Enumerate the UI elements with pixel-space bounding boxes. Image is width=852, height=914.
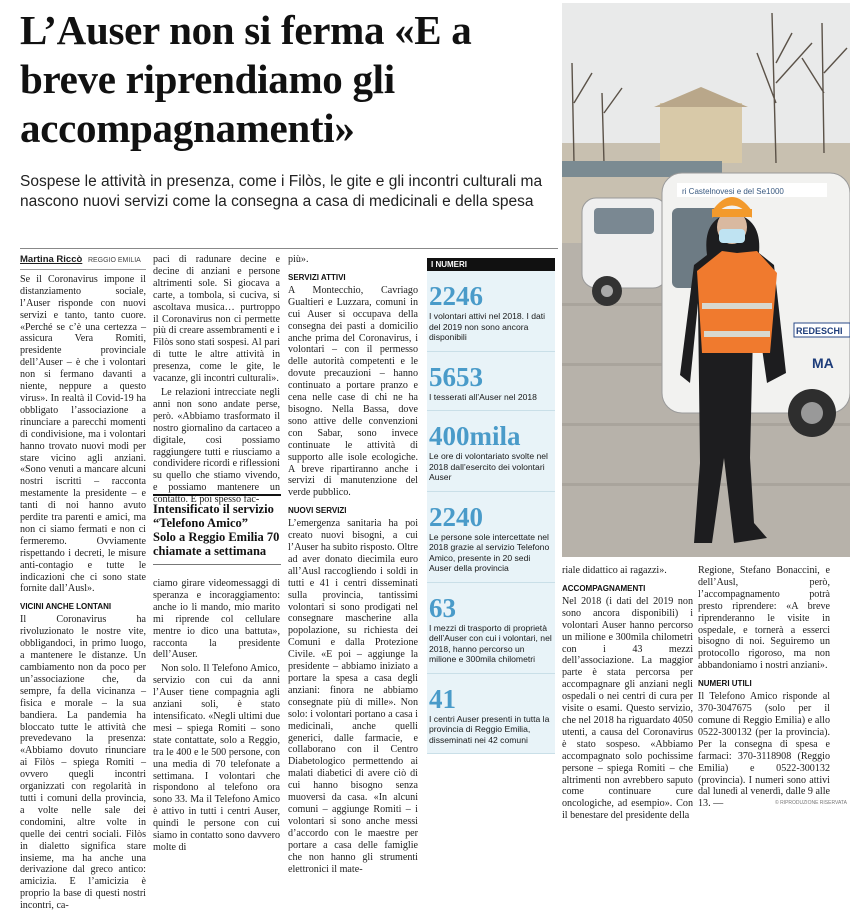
- article-column-2b: [153, 578, 280, 856]
- paragraph: Nel 2018 (i dati del 2019 non sono ancora disponibili) i volontari Auser hanno percorso un milione e 300mila chilometri con i 43 mezzi dell’associazione. La maggior parte è stata percorsa per accompagnare gli anziani negli ospedali o nei centri di cura per visite o esami. Questo servizio, che nel 2018 ha riguardato 4050 utenti, a causa del Coronavirus è stato sospeso. «Abbiamo accompagnato solo pochissime persone – spiega Romiti – che altrimenti non avrebbero saputo come continuare cure oncologiche, ad esempio». Con il benestare del presidente della: [562, 595, 693, 822]
- number-item: [427, 674, 555, 755]
- article-column-1: [20, 254, 146, 914]
- section-heading: SERVIZI ATTIVI: [288, 272, 346, 282]
- number-value: 41: [429, 683, 456, 714]
- van-logo-text-2: MA: [812, 355, 834, 371]
- copyright-note: © RIPRODUZIONE RISERVATA: [775, 800, 847, 806]
- number-value: 400mila: [429, 421, 521, 451]
- article-photo: [562, 3, 850, 557]
- number-item: [427, 411, 555, 492]
- paragraph: Le relazioni intrecciate negli anni non sono andate perse, però. «Abbiamo trasformato il nostro giornalino da cartaceo a digitale, così possiamo raggiungere tutti e riusciamo a condividere ricordi e riflessioni su quello che stiamo vivendo, e possiamo mantenere un contatto. E poi spesso fac-: [153, 386, 280, 506]
- volunteer-photo: [562, 3, 850, 557]
- number-caption: I mezzi di trasporto di proprietà dell’Auser con cui i volontari, nel 2018, hanno percorso un milione e 300mila chilometri: [427, 623, 555, 674]
- article-column-3: [288, 254, 418, 877]
- number-value: 2240: [429, 501, 483, 532]
- number-caption: I centri Auser presenti in tutta la provincia di Reggio Emilia, disseminati nei 42 comuni: [427, 714, 555, 755]
- paragraph: Il Coronavirus ha rivoluzionato le nostre vite, obbligandoci, in primo luogo, a mantenere le distanze. Un cambiamento non da poco per un’associazione che, da sempre, fa della vicinanza – fisica e morale – la sua bandiera. La pandemia ha bloccato tutte le attività che prevedevano la presenza: «Abbiamo dovuto rinunciare ai Filòs – spiega Romiti – ovvero quegli incontri organizzati con regolarità in tutti i comuni della provincia, a volte nelle sale dei condomini, altre volte in quelle dei centri sociali. Filòs in dialetto significa stare insieme, ma ha anche una derivazione dal greco antico: amicizia. E l’amicizia è proprio la base di questi nostri incontri, ca-: [20, 614, 146, 912]
- number-item: [427, 271, 555, 352]
- number-value: 5653: [429, 361, 483, 392]
- headline: L’Auser non si ferma «E a breve riprendiamo gli accompagnamenti»: [20, 7, 472, 151]
- article-column-6: [698, 565, 830, 812]
- paragraph: più».: [288, 254, 309, 265]
- number-item: [427, 352, 555, 412]
- paragraph: Non solo. Il Telefono Amico, servizio con cui da anni l’Auser tiene compagnia agli anziani soli, è stato intensificato. «Negli ultimi due mesi – spiega Romiti – sono state contattate, solo a Reggio, tra le 400 e le 500 persone, con una media di 70 telefonate a settimana. I volontari che rispondono al telefono ora sono 33. Ma il Telefono Amico è attivo in tutti i centri Auser, quindi le persone con cui siamo in contatto sono davvero molte di: [153, 663, 280, 853]
- paragraph: paci di radunare decine e decine di anziani e persone altrimenti sole. Si giocava a carte, a tombola, si cuciva, si ascoltava musica… purtroppo il Coronavirus non ci permette più di creare assembramenti e i Filòs sono stati sospesi. Al pari di tutte le altre attività in presenza, come le gite, le vacanze, gli incontri culturali».: [153, 254, 280, 385]
- top-rule: [20, 248, 558, 249]
- number-item: [427, 583, 555, 674]
- paragraph: Il Telefono Amico risponde al 370-3047675 (solo per il comune di Reggio Emilia) e allo 0522-300132 (per la provincia). Per la consegna di spesa e farmaci: 370-3118908 (Reggio Emilia) e 0522-300132 (provincia). I numeri sono attivi dal lunedì al venerdì, dalle 9 alle 13. —: [698, 691, 831, 810]
- number-item: [427, 492, 555, 583]
- paragraph: ciamo girare videomessaggi di speranza e incoraggiamento: anche io li mando, mio marito mi riprende col cellulare mentre io dico una battuta», racconta la presidente dell’Auser.: [153, 578, 280, 661]
- article-column-2a: [153, 254, 280, 508]
- numbers-box: [427, 258, 555, 754]
- paragraph: L’emergenza sanitaria ha poi creato nuovi bisogni, a cui l’Auser ha subito risposto. Oltre ad aver donato diecimila euro all’Ausl raccogliendo i soldi in tutti e 41 i centri disseminati sulla provincia, tantissimi volontari si sono prodigati nel consegnare mascherine alla popolazione, su richiesta dei Comuni e dalla Protezione Civile. «E poi – aggiunge la presidente – abbiamo iniziato a portare la spesa a casa degli anziani: finora ne abbiamo consegnate più di mille». Non solo: i volontari portano a casa i medicinali, anche quelli generici, dalle farmacie, e collaborano con il Centro Diabetologico permettendo ai malati diabetici di avere ciò di cui hanno bisogno senza muoversi da casa. «In alcuni comuni – aggiunge Romiti – i volontari si sono anche messi d’accordo con le maestre per portare a casa delle famiglie che non hanno gli strumenti elettronici il mate-: [288, 518, 418, 875]
- van-logo-text: REDESCHI: [796, 326, 843, 336]
- section-heading: VICINI ANCHE LONTANI: [20, 602, 112, 612]
- dateline: REGGIO EMILIA: [87, 257, 141, 264]
- paragraph: Regione, Stefano Bonaccini, e dell’Ausl, però, l’accompagnamento potrà presto riprendere: «A breve riprenderanno le visite in ospedale, e tornerà a esserci bisogno di noi. Seguiremo un protocollo rigoroso, ma non abbandoniamo i nostri anziani».: [698, 565, 830, 672]
- paragraph: A Montecchio, Cavriago Gualtieri e Luzzara, comuni in cui Auser si occupava della consegna dei pasti a domicilio anche prima del Coronavirus, i volontari – con il permesso delle autorità competenti e le dovute precauzioni – hanno continuato a portare pranzo e cena nelle case di chi ne ha bisogno. Nella Bassa, dove sono attive delle convenzioni con Sabar, sono invece continuate le attività di supporto alle isole ecologiche. A breve ripartiranno anche i servizi di manutenzione del verde pubblico.: [288, 284, 418, 499]
- van-lettering: ri Castelnovesi e del Se1000: [682, 187, 784, 196]
- number-caption: I tesserati all’Auser nel 2018: [427, 392, 555, 412]
- paragraph: Se il Coronavirus impone il distanziamento sociale, l’Auser risponde con nuovi servizi e tanto, tanto cuore. «Perché se c’è una certezza – assicura Vera Romiti, presidente provinciale dell’Auser – è che i volontari non si fermano davanti a niente, neppure a questo virus». In realtà il Covid-19 ha obbligato l’associazione a rinunciare a parecchi momenti di condivisione, ma i volontari hanno trovato nuovi modi per stare vicino agli anziani. «Sono venuti a mancare alcuni nostri iscritti – racconta mestamente la presidente – e tanti di noi hanno avuto perdite tra parenti e amici, ma non ci siamo fermati e non ci fermeremo. Ovviamente rispettando i decreti, le misure anti-contagio e tutte le indicazioni che ci sono state fornite dall’Ausl».: [20, 273, 146, 595]
- section-heading: NUMERI UTILI: [698, 679, 752, 689]
- number-caption: Le ore di volontariato svolte nel 2018 dall’esercito dei volontari Auser: [427, 451, 555, 492]
- byline: [20, 254, 146, 270]
- pull-quote-line-1: Intensificato il servizio “Telefono Amico”: [153, 502, 274, 530]
- numbers-label: I NUMERI: [427, 258, 555, 271]
- subheadline: Sospese le attività in presenza, come i Filòs, le gite e gli incontri culturali ma nascono nuovi servizi come la consegna a casa di medicinali e della spesa: [20, 173, 543, 210]
- number-caption: I volontari attivi nel 2018. I dati del 2019 non sono ancora disponibili: [427, 311, 555, 352]
- number-value: 63: [429, 592, 456, 623]
- pull-quote-line-2: Solo a Reggio Emilia 70 chiamate a settimana: [153, 530, 280, 558]
- section-heading: NUOVI SERVIZI: [288, 506, 347, 516]
- section-heading: ACCOMPAGNAMENTI: [562, 583, 646, 593]
- pull-quote: [153, 494, 281, 565]
- number-value: 2246: [429, 281, 483, 311]
- article-column-5: [562, 565, 693, 824]
- number-caption: Le persone sole intercettate nel 2018 grazie al servizio Telefono Amico, presente in 20 sedi Auser della provincia: [427, 532, 555, 583]
- author-name: Martina Riccò: [20, 254, 83, 265]
- paragraph: riale didattico ai ragazzi».: [562, 565, 667, 576]
